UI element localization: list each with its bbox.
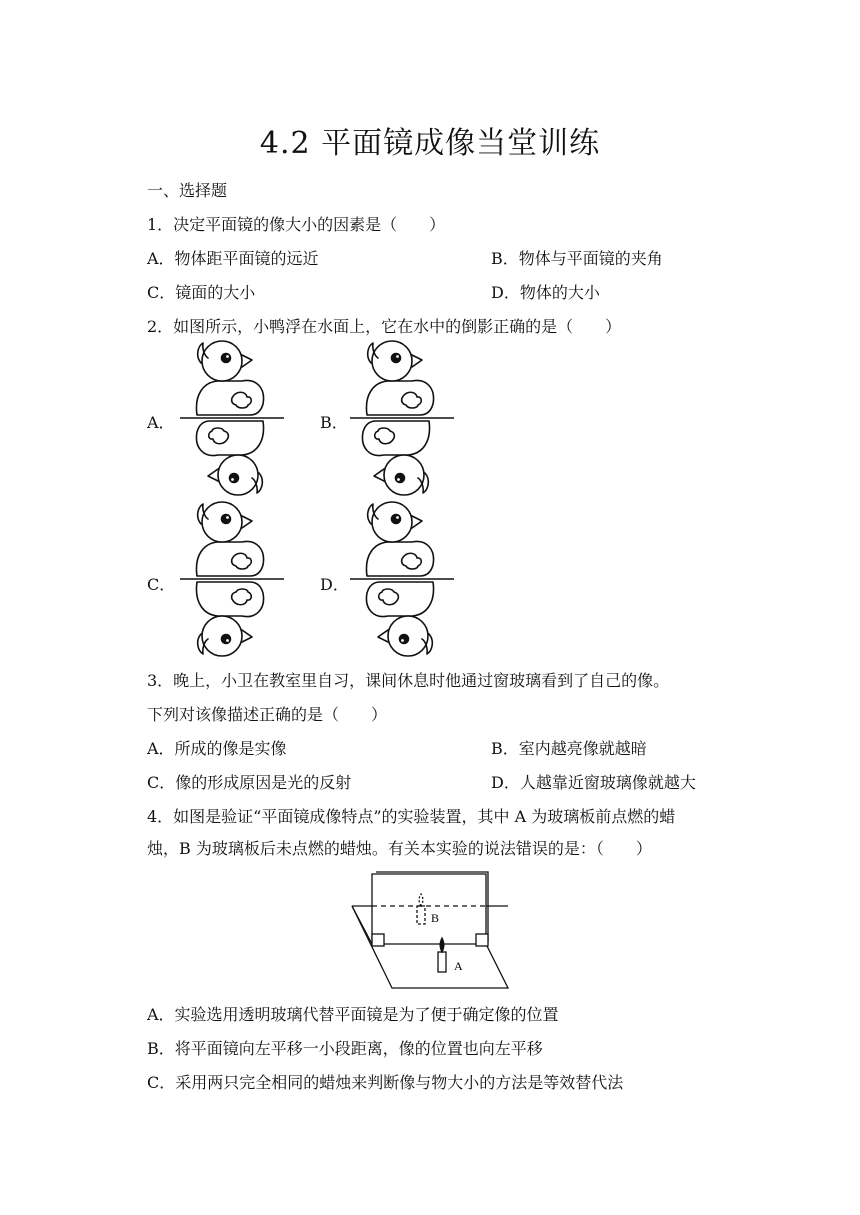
duck-figure-b <box>348 340 458 500</box>
question-1-option-c: C．镜面的大小 <box>147 283 256 302</box>
duck-figure-c <box>178 500 288 660</box>
candle-b-label: B <box>431 911 440 925</box>
question-4-stem-line-1: 4．如图是验证“平面镜成像特点”的实验装置，其中 A 为玻璃板前点燃的蜡 <box>147 807 676 826</box>
question-2-stem: 2．如图所示，小鸭浮在水面上，它在水中的倒影正确的是（ ） <box>147 317 622 336</box>
question-4-option-b: B．将平面镜向左平移一小段距离，像的位置也向左平移 <box>147 1039 543 1058</box>
figure-label-c: C． <box>147 575 176 594</box>
experiment-apparatus-figure <box>348 868 516 992</box>
figure-label-d: D． <box>320 575 349 594</box>
candle-a-label: A <box>454 959 463 973</box>
page-title: 4.2 平面镜成像当堂训练 <box>259 126 601 161</box>
figure-label-a: A． <box>147 413 175 432</box>
duck-figure-d <box>348 500 458 660</box>
duck-figure-a <box>178 340 288 500</box>
question-1-stem: 1．决定平面镜的像大小的因素是（ ） <box>147 215 446 234</box>
question-3-stem-line-2: 下列对该像描述正确的是（ ） <box>147 705 388 724</box>
question-1-option-a: A．物体距平面镜的远近 <box>147 249 319 268</box>
question-3-option-c: C．像的形成原因是光的反射 <box>147 773 352 792</box>
figure-label-b: B． <box>320 413 348 432</box>
question-4-stem-line-2: 烛，B 为玻璃板后未点燃的蜡烛。有关本实验的说法错误的是：（ ） <box>147 839 652 858</box>
question-4-option-a: A．实验选用透明玻璃代替平面镜是为了便于确定像的位置 <box>147 1005 559 1024</box>
question-3-option-a: A．所成的像是实像 <box>147 739 287 758</box>
question-1-option-d: D．物体的大小 <box>491 283 600 302</box>
question-3-option-d: D．人越靠近窗玻璃像就越大 <box>491 773 696 792</box>
question-3-option-b: B．室内越亮像就越暗 <box>491 739 647 758</box>
question-3-stem-line-1: 3．晚上，小卫在教室里自习，课间休息时他通过窗玻璃看到了自己的像。 <box>147 671 670 690</box>
question-4-option-c: C．采用两只完全相同的蜡烛来判断像与物大小的方法是等效替代法 <box>147 1073 624 1092</box>
section-heading: 一、选择题 <box>147 181 228 200</box>
question-1-option-b: B．物体与平面镜的夹角 <box>491 249 663 268</box>
